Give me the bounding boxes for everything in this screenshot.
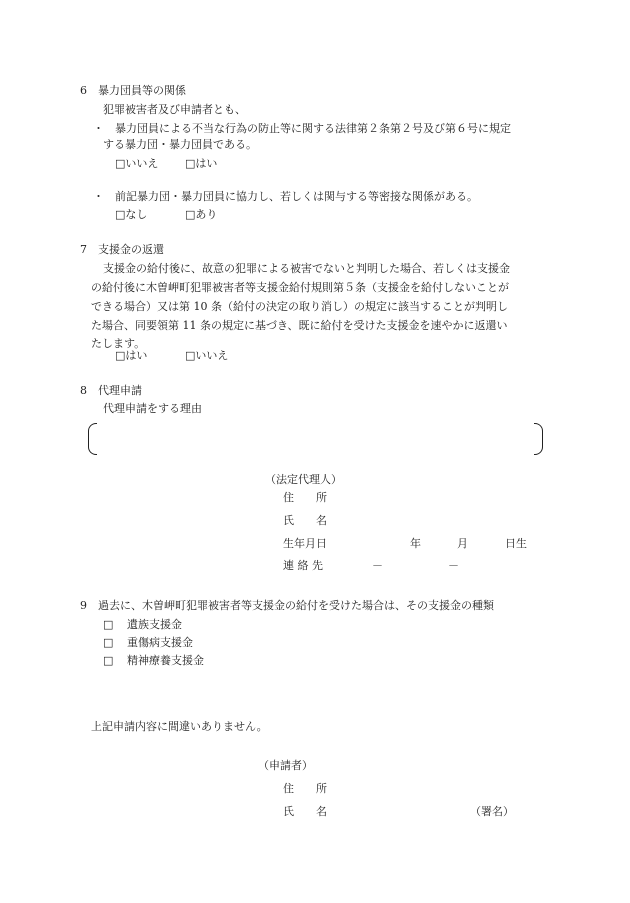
section-7-line-1: 支援金の給付後に、故意の犯罪による被害でないと判明した場合、若しくは支援金 (103, 262, 510, 275)
checkbox-hai-7[interactable]: □はい (115, 349, 148, 362)
checkbox-iie-7[interactable]: □いいえ (185, 349, 229, 362)
section-7-line-4: た場合、同要領第 11 条の規定に基づき、既に給付を受けた支援金を速やかに返還い (91, 319, 508, 332)
option-mental-care-label: 精神療養支援金 (127, 654, 204, 667)
contact-dash-2: － (448, 559, 459, 572)
checkbox-bereaved[interactable]: □ (103, 618, 114, 631)
option-bereaved-label: 遺族支援金 (127, 618, 182, 631)
declaration-text: 上記申請内容に間違いありません。 (91, 720, 268, 733)
checkbox-hai-1[interactable]: □はい (185, 157, 218, 170)
bullet-1: ・ (93, 122, 104, 135)
legal-representative-label: （法定代理人） (265, 473, 342, 486)
dob-year-label: 年 (410, 537, 421, 550)
option-serious-injury-label: 重傷病支援金 (127, 636, 193, 649)
item-2-line-1: 前記暴力団・暴力団員に協力し、若しくは関与する等密接な関係がある。 (115, 190, 478, 203)
rep-dob-label: 生年月日 (283, 537, 327, 550)
item-1-line-2: する暴力団・暴力団員である。 (103, 138, 257, 151)
section-8-heading: 8 代理申請 (80, 384, 142, 397)
rep-address-label: 住 所 (283, 491, 327, 504)
section-7-line-3: できる場合）又は第 10 条（給付の決定の取り消し）の規定に該当することが判明し (91, 300, 508, 313)
proxy-reason-label: 代理申請をする理由 (103, 402, 202, 415)
rep-contact-label: 連 絡 先 (283, 559, 323, 572)
applicant-address-label: 住 所 (283, 782, 327, 795)
dob-month-label: 月 (457, 537, 468, 550)
section-6-heading: 6 暴力団員等の関係 (80, 84, 186, 97)
reason-paren-right (534, 423, 543, 455)
signature-label: （署名） (470, 805, 514, 818)
checkbox-serious-injury[interactable]: □ (103, 636, 114, 649)
bullet-2: ・ (93, 190, 104, 203)
checkbox-ari[interactable]: □あり (185, 208, 218, 221)
checkbox-iie-1[interactable]: □いいえ (115, 157, 159, 170)
section-9-heading: 9 過去に、木曽岬町犯罪被害者等支援金の給付を受けた場合は、その支援金の種類 (80, 599, 494, 612)
section-7-line-2: の給付後に木曽岬町犯罪被害者等支援金給付規則第５条（支援金を給付しないことが (91, 281, 509, 294)
checkbox-nashi[interactable]: □なし (115, 208, 148, 221)
section-6-intro: 犯罪被害者及び申請者とも、 (103, 103, 246, 116)
checkbox-mental-care[interactable]: □ (103, 654, 114, 667)
proxy-reason-field[interactable] (98, 425, 532, 451)
applicant-name-label: 氏 名 (283, 805, 327, 818)
rep-name-label: 氏 名 (283, 514, 327, 527)
dob-day-label: 日生 (505, 537, 527, 550)
reason-paren-left (88, 423, 97, 455)
section-7-line-5: たします。 (91, 337, 146, 350)
section-7-heading: 7 支援金の返還 (80, 243, 164, 256)
contact-dash-1: － (372, 559, 383, 572)
item-1-line-1: 暴力団員による不当な行為の防止等に関する法律第２条第２号及び第６号に規定 (115, 122, 511, 135)
applicant-label: （申請者） (258, 759, 313, 772)
